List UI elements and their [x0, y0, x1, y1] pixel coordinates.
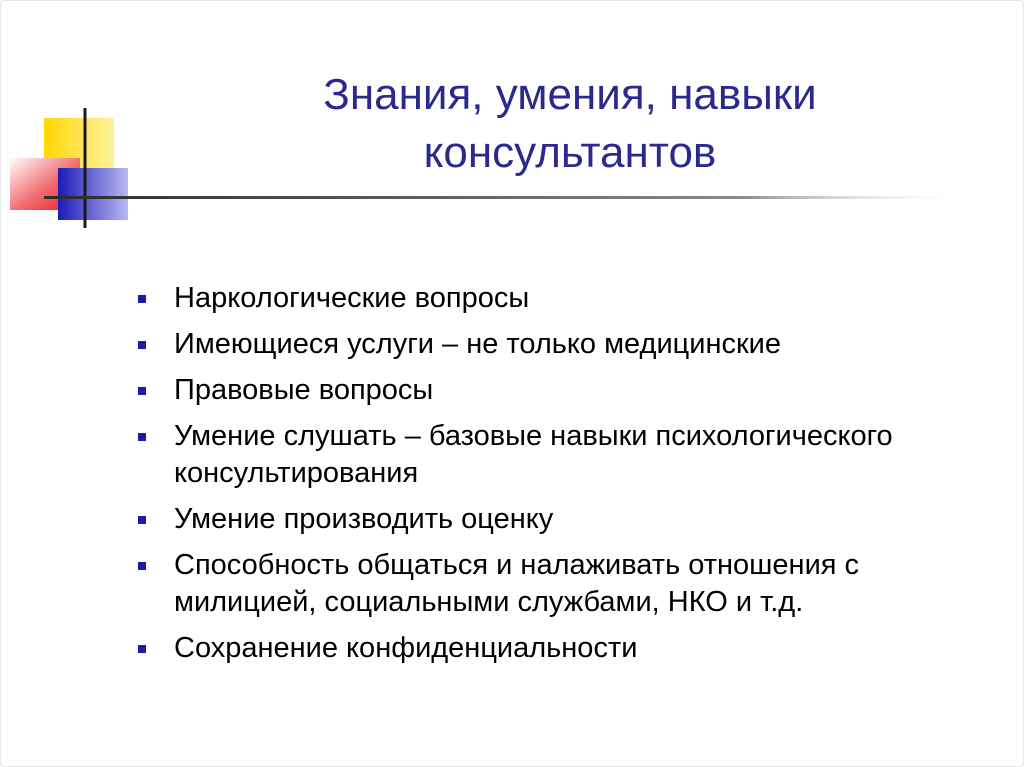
- bullet-text: Умение производить оценку: [174, 503, 554, 535]
- bullet-text: Сохранение конфиденциальности: [174, 632, 638, 664]
- bullet-text: Способность общаться и налаживать отношения с милицией, социальными службами, НКО и т.д.: [174, 549, 860, 618]
- bullet-item: [132, 501, 992, 538]
- square-bullet-icon: [138, 387, 146, 395]
- yellow-square: [44, 118, 114, 174]
- bullet-text: Имеющиеся услуги – не только медицинские: [174, 328, 781, 360]
- bullet-item: [132, 372, 992, 409]
- bullet-text: Наркологические вопросы: [174, 282, 530, 314]
- title-line-1: Знания, умения, навыки: [323, 70, 817, 119]
- bullet-item: [132, 326, 992, 363]
- bullet-text: Правовые вопросы: [174, 374, 434, 406]
- bullet-text: Умение слушать – базовые навыки психологического консультирования: [174, 420, 893, 489]
- bullet-item: [132, 547, 992, 621]
- bullet-item: [132, 280, 992, 317]
- square-bullet-icon: [138, 433, 146, 441]
- bullet-list: [132, 280, 992, 676]
- square-bullet-icon: [138, 341, 146, 349]
- square-bullet-icon: [138, 295, 146, 303]
- square-bullet-icon: [138, 645, 146, 653]
- blue-square: [58, 168, 128, 220]
- bullet-item: [132, 630, 992, 667]
- slide-title: [180, 66, 960, 182]
- square-bullet-icon: [138, 562, 146, 570]
- title-line-2: консультантов: [423, 128, 717, 177]
- bullet-item: [132, 418, 992, 492]
- horizontal-line: [44, 196, 974, 199]
- red-square: [10, 158, 80, 210]
- square-bullet-icon: [138, 516, 146, 524]
